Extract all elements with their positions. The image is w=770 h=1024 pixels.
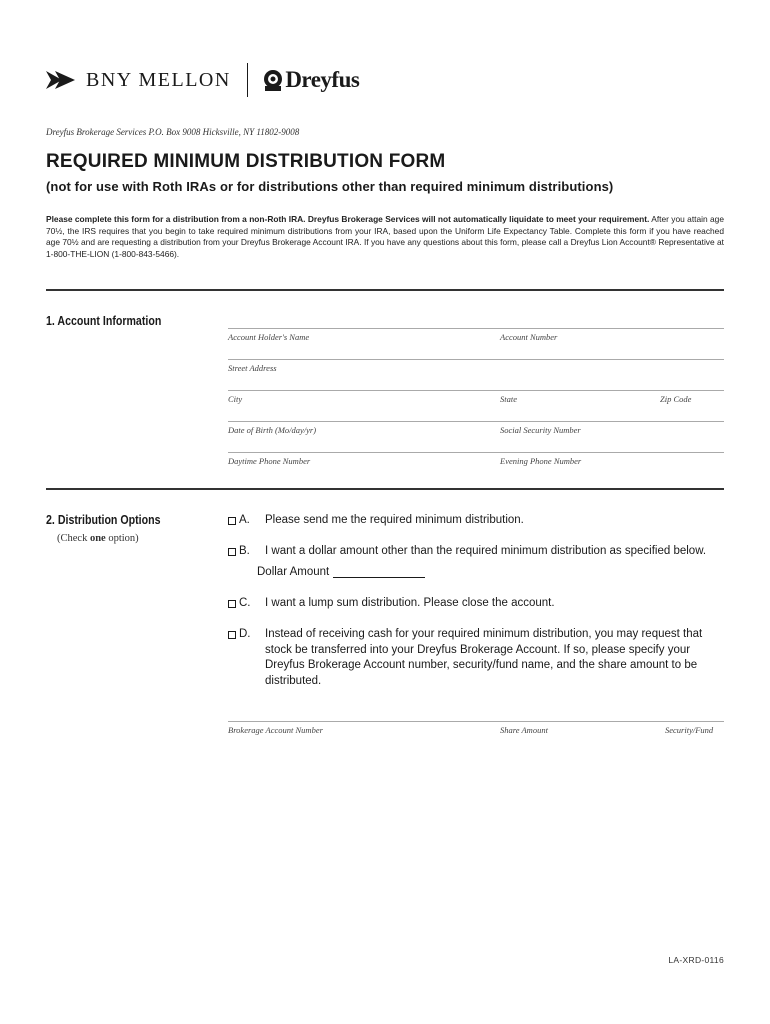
option-b[interactable] bbox=[228, 544, 728, 560]
section2-heading: 2. Distribution Options bbox=[46, 513, 161, 527]
option-b-letter: B. bbox=[239, 545, 250, 557]
header-logos bbox=[46, 60, 359, 100]
form-subtitle: (not for use with Roth IRAs or for distributions other than required minimum distributions) bbox=[46, 179, 614, 194]
logo-divider bbox=[247, 63, 249, 97]
intro-bold-text: Please complete this form for a distribution from a non-Roth IRA. Dreyfus Brokerage Services will not automatically liquidate to meet your requirement. bbox=[46, 214, 650, 224]
street-address-line[interactable] bbox=[228, 359, 724, 360]
option-d-text: Instead of receiving cash for your required minimum distribution, you may request that stock be transferred into your Dreyfus Brokerage Account. If so, please specify your Dreyfus Brokerage Account number, security/fund name, and the share amount to be distributed. bbox=[265, 628, 703, 687]
option-d-checkbox[interactable] bbox=[228, 631, 236, 639]
zip-code-label: Zip Code bbox=[660, 394, 692, 404]
section2-instruction bbox=[57, 533, 139, 544]
account-number-label: Account Number bbox=[500, 332, 558, 342]
section2-top-rule bbox=[46, 488, 724, 490]
dollar-amount-field[interactable] bbox=[333, 567, 425, 578]
section1-top-rule bbox=[46, 289, 724, 291]
option-c-text: I want a lump sum distribution. Please close the account. bbox=[265, 597, 555, 609]
account-holder-name-line[interactable] bbox=[228, 328, 724, 329]
section1-heading: 1. Account Information bbox=[46, 314, 162, 328]
share-amount-label: Share Amount bbox=[500, 725, 548, 735]
dob-ssn-line[interactable] bbox=[228, 421, 724, 422]
social-security-number-label: Social Security Number bbox=[500, 425, 581, 435]
intro-paragraph bbox=[46, 214, 724, 260]
security-fund-label: Security/Fund bbox=[665, 725, 714, 735]
dreyfus-logo-text: Dreyfus bbox=[285, 67, 360, 92]
option-a-checkbox[interactable] bbox=[228, 517, 236, 525]
phone-numbers-line[interactable] bbox=[228, 452, 724, 453]
dreyfus-logo bbox=[262, 67, 359, 93]
intro-body-text: After you attain age 70½, the IRS requires that you begin to take required minimum distributions from your IRA, based upon the Uniform Life Expectancy Table. Complete this form if you have reached age 70½ and are requesting a distribution from your Dreyfus Brokerage Account IRA. If you have any questions about this form, please call a Dreyfus Lion Account® Representative at 1-800-THE-LION (1-800-843-5466). bbox=[46, 214, 724, 259]
evening-phone-label: Evening Phone Number bbox=[500, 456, 582, 466]
lion-icon bbox=[262, 68, 284, 92]
option-a-text: Please send me the required minimum distribution. bbox=[265, 514, 524, 526]
option-d-letter: D. bbox=[239, 628, 251, 640]
form-code: LA-XRD-0116 bbox=[668, 955, 724, 965]
brokerage-account-number-label: Brokerage Account Number bbox=[228, 725, 323, 735]
date-of-birth-label: Date of Birth (Mo/day/yr) bbox=[228, 425, 317, 435]
option-c[interactable] bbox=[228, 596, 728, 612]
option-d[interactable] bbox=[228, 627, 724, 689]
state-label: State bbox=[500, 394, 517, 404]
section2-note-prefix: (Check bbox=[57, 533, 90, 544]
dollar-amount-label: Dollar Amount bbox=[257, 566, 330, 578]
option-a[interactable] bbox=[228, 513, 728, 529]
daytime-phone-label: Daytime Phone Number bbox=[228, 456, 311, 466]
option-c-letter: C. bbox=[239, 597, 251, 609]
account-holder-name-label: Account Holder's Name bbox=[228, 332, 310, 342]
option-b-text: I want a dollar amount other than the required minimum distribution as specified below. bbox=[265, 545, 707, 557]
transfer-details-line[interactable] bbox=[228, 721, 724, 722]
option-c-checkbox[interactable] bbox=[228, 600, 236, 608]
option-b-checkbox[interactable] bbox=[228, 548, 236, 556]
section2-note-suffix: option) bbox=[105, 533, 139, 544]
street-address-label: Street Address bbox=[228, 363, 277, 373]
city-state-zip-line[interactable] bbox=[228, 390, 724, 391]
option-a-letter: A. bbox=[239, 514, 250, 526]
bny-mellon-logo-text: BNY MELLON bbox=[86, 68, 231, 91]
form-title: REQUIRED MINIMUM DISTRIBUTION FORM bbox=[46, 151, 446, 172]
bny-mellon-logo-icon bbox=[46, 69, 76, 91]
dollar-amount-row bbox=[257, 566, 425, 578]
mailing-address: Dreyfus Brokerage Services P.O. Box 9008 Hicksville, NY 11802-9008 bbox=[46, 127, 300, 137]
section2-note-bold: one bbox=[89, 533, 106, 544]
city-label: City bbox=[228, 394, 243, 404]
